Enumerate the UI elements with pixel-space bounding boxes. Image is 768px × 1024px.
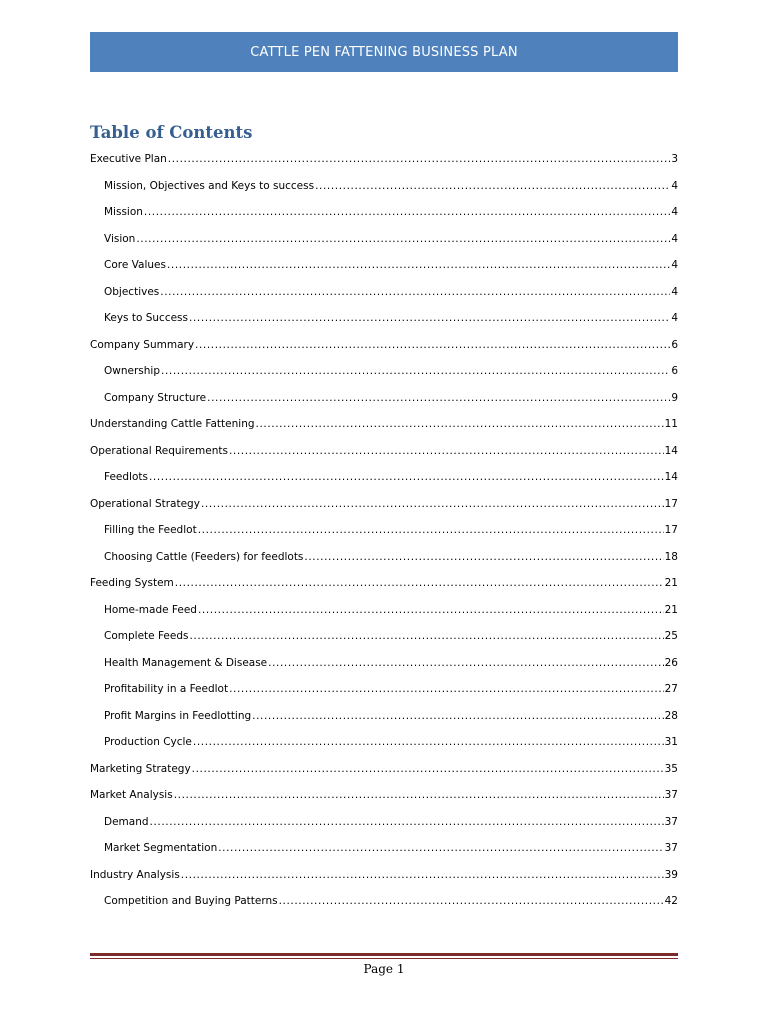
toc-entry-page: 28 [664, 709, 678, 722]
toc-entry-title: Keys to Success [104, 312, 188, 324]
toc-dot-leader [229, 443, 664, 459]
toc-entry[interactable] [104, 814, 678, 830]
toc-entry[interactable] [104, 708, 678, 724]
toc-entry-title: Complete Feeds [104, 630, 189, 642]
toc-entry-title: Core Values [104, 259, 166, 271]
toc-entry[interactable] [104, 204, 678, 220]
toc-entry-title: Home-made Feed [104, 603, 197, 616]
toc-entry-page: 25 [664, 630, 678, 642]
toc-dot-leader [161, 363, 670, 379]
toc-entry-page: 6 [671, 365, 678, 377]
page-number: Page 1 [363, 962, 405, 976]
toc-entry-title: Objectives [104, 285, 160, 298]
footer-rule [90, 953, 678, 956]
toc-entry[interactable] [104, 681, 678, 697]
toc-entry-title: Profit Margins in Feedlotting [104, 709, 252, 722]
toc-entry-title: Filling the Feedlot [104, 524, 197, 536]
toc-entry[interactable] [104, 602, 678, 618]
toc-dot-leader [189, 628, 663, 644]
toc-dot-leader [229, 681, 664, 697]
toc-entry[interactable] [104, 893, 678, 909]
toc-entry-title: Competition and Buying Patterns [104, 895, 278, 907]
toc-heading: Table of Contents [90, 123, 253, 142]
toc-dot-leader [195, 337, 670, 353]
toc-entry-page: 21 [664, 603, 678, 616]
toc-entry[interactable] [104, 363, 678, 379]
toc-entry-page: 17 [664, 497, 678, 510]
toc-dot-leader [218, 840, 663, 856]
toc-dot-leader [198, 522, 664, 538]
toc-dot-leader [189, 310, 670, 326]
toc-entry-page: 14 [664, 471, 678, 483]
toc-entry[interactable] [104, 840, 678, 856]
toc-entry-title: Company Structure [104, 391, 207, 404]
toc-dot-leader [201, 496, 664, 512]
toc-entry-title: Market Analysis [90, 789, 173, 801]
toc-dot-leader [279, 893, 664, 909]
toc-dot-leader [174, 787, 664, 803]
toc-entry-title: Understanding Cattle Fattening [90, 418, 255, 430]
toc-entry[interactable] [104, 655, 678, 671]
toc-entry[interactable] [104, 257, 678, 273]
toc-entry-title: Company Summary [90, 338, 195, 351]
document-title: CATTLE PEN FATTENING BUSINESS PLAN [250, 44, 518, 60]
toc-dot-leader [268, 655, 663, 671]
toc-entry[interactable] [104, 390, 678, 406]
toc-entry-page: 31 [664, 736, 678, 748]
toc-entry-title: Mission [104, 206, 143, 218]
toc-entry-page: 17 [664, 524, 678, 536]
toc-entry-page: 35 [664, 762, 678, 775]
toc-dot-leader [160, 284, 670, 300]
toc-dot-leader [252, 708, 663, 724]
toc-entry[interactable] [104, 522, 678, 538]
toc-entry-page: 4 [671, 206, 678, 218]
toc-entry-title: Marketing Strategy [90, 762, 191, 775]
toc-entry-title: Production Cycle [104, 736, 192, 748]
toc-entry-page: 14 [664, 444, 678, 457]
toc-entry-title: Feedlots [104, 471, 148, 483]
toc-entry-page: 37 [664, 815, 678, 828]
toc-entry-title: Mission, Objectives and Keys to success [104, 179, 315, 192]
toc-entry-page: 6 [671, 338, 678, 351]
toc-dot-leader [315, 178, 670, 194]
toc-dot-leader [168, 151, 671, 167]
toc-entry-title: Operational Requirements [90, 444, 228, 457]
toc-dot-leader [207, 390, 670, 406]
toc-entry[interactable] [104, 549, 678, 565]
toc-entry[interactable] [104, 310, 678, 326]
toc-entry[interactable] [104, 284, 678, 300]
toc-entry-page: 39 [664, 868, 678, 881]
toc-entry-title: Profitability in a Feedlot [104, 683, 229, 695]
toc-dot-leader [256, 416, 664, 432]
toc-dot-leader [193, 734, 664, 750]
toc-entry-page: 37 [664, 789, 678, 801]
toc-entry-page: 26 [664, 656, 678, 669]
toc-entry[interactable] [90, 787, 678, 803]
toc-entry[interactable] [90, 416, 678, 432]
toc-entry-title: Market Segmentation [104, 842, 218, 854]
toc-entry[interactable] [90, 867, 678, 883]
toc-entry[interactable] [90, 337, 678, 353]
toc-dot-leader [181, 867, 664, 883]
toc-entry-title: Executive Plan [90, 153, 167, 165]
toc-entry-title: Health Management & Disease [104, 656, 268, 669]
toc-entry-title: Demand [104, 815, 149, 828]
toc-entry-page: 4 [671, 179, 678, 192]
toc-entry[interactable] [104, 628, 678, 644]
toc-entry-title: Ownership [104, 365, 160, 377]
toc-entry[interactable] [90, 761, 678, 777]
footer-rule-thin [90, 958, 678, 959]
toc-entry-page: 3 [671, 153, 678, 165]
toc-entry-page: 11 [664, 418, 678, 430]
toc-dot-leader [304, 549, 663, 565]
toc-dot-leader [136, 231, 670, 247]
toc-entry-page: 37 [664, 842, 678, 854]
toc-entry-page: 9 [671, 391, 678, 404]
toc-entry[interactable] [90, 151, 678, 167]
toc-dot-leader [167, 257, 670, 273]
toc-dot-leader [192, 761, 664, 777]
toc-entry[interactable] [104, 734, 678, 750]
toc-entry[interactable] [90, 496, 678, 512]
toc-entry-title: Vision [104, 232, 136, 245]
toc-dot-leader [149, 469, 664, 485]
toc-entry[interactable] [104, 231, 678, 247]
toc-entry-page: 18 [664, 550, 678, 563]
toc-entry-page: 4 [671, 232, 678, 245]
toc-entry-title: Operational Strategy [90, 497, 200, 510]
toc-entry-title: Feeding System [90, 577, 174, 589]
toc-entry-page: 21 [664, 577, 678, 589]
toc-entry-page: 4 [671, 259, 678, 271]
toc-entry[interactable] [104, 178, 678, 194]
toc-entry-page: 27 [664, 683, 678, 695]
toc-entry-page: 4 [671, 285, 678, 298]
toc-entry-title: Choosing Cattle (Feeders) for feedlots [104, 550, 304, 563]
toc-dot-leader [198, 602, 664, 618]
toc-entry[interactable] [104, 469, 678, 485]
toc-entry-title: Industry Analysis [90, 868, 180, 881]
toc-entry[interactable] [90, 443, 678, 459]
toc-dot-leader [150, 814, 664, 830]
toc-entry[interactable] [90, 575, 678, 591]
toc-entry-page: 4 [671, 312, 678, 324]
toc-dot-leader [175, 575, 664, 591]
toc-dot-leader [144, 204, 670, 220]
toc-entry-page: 42 [664, 895, 678, 907]
